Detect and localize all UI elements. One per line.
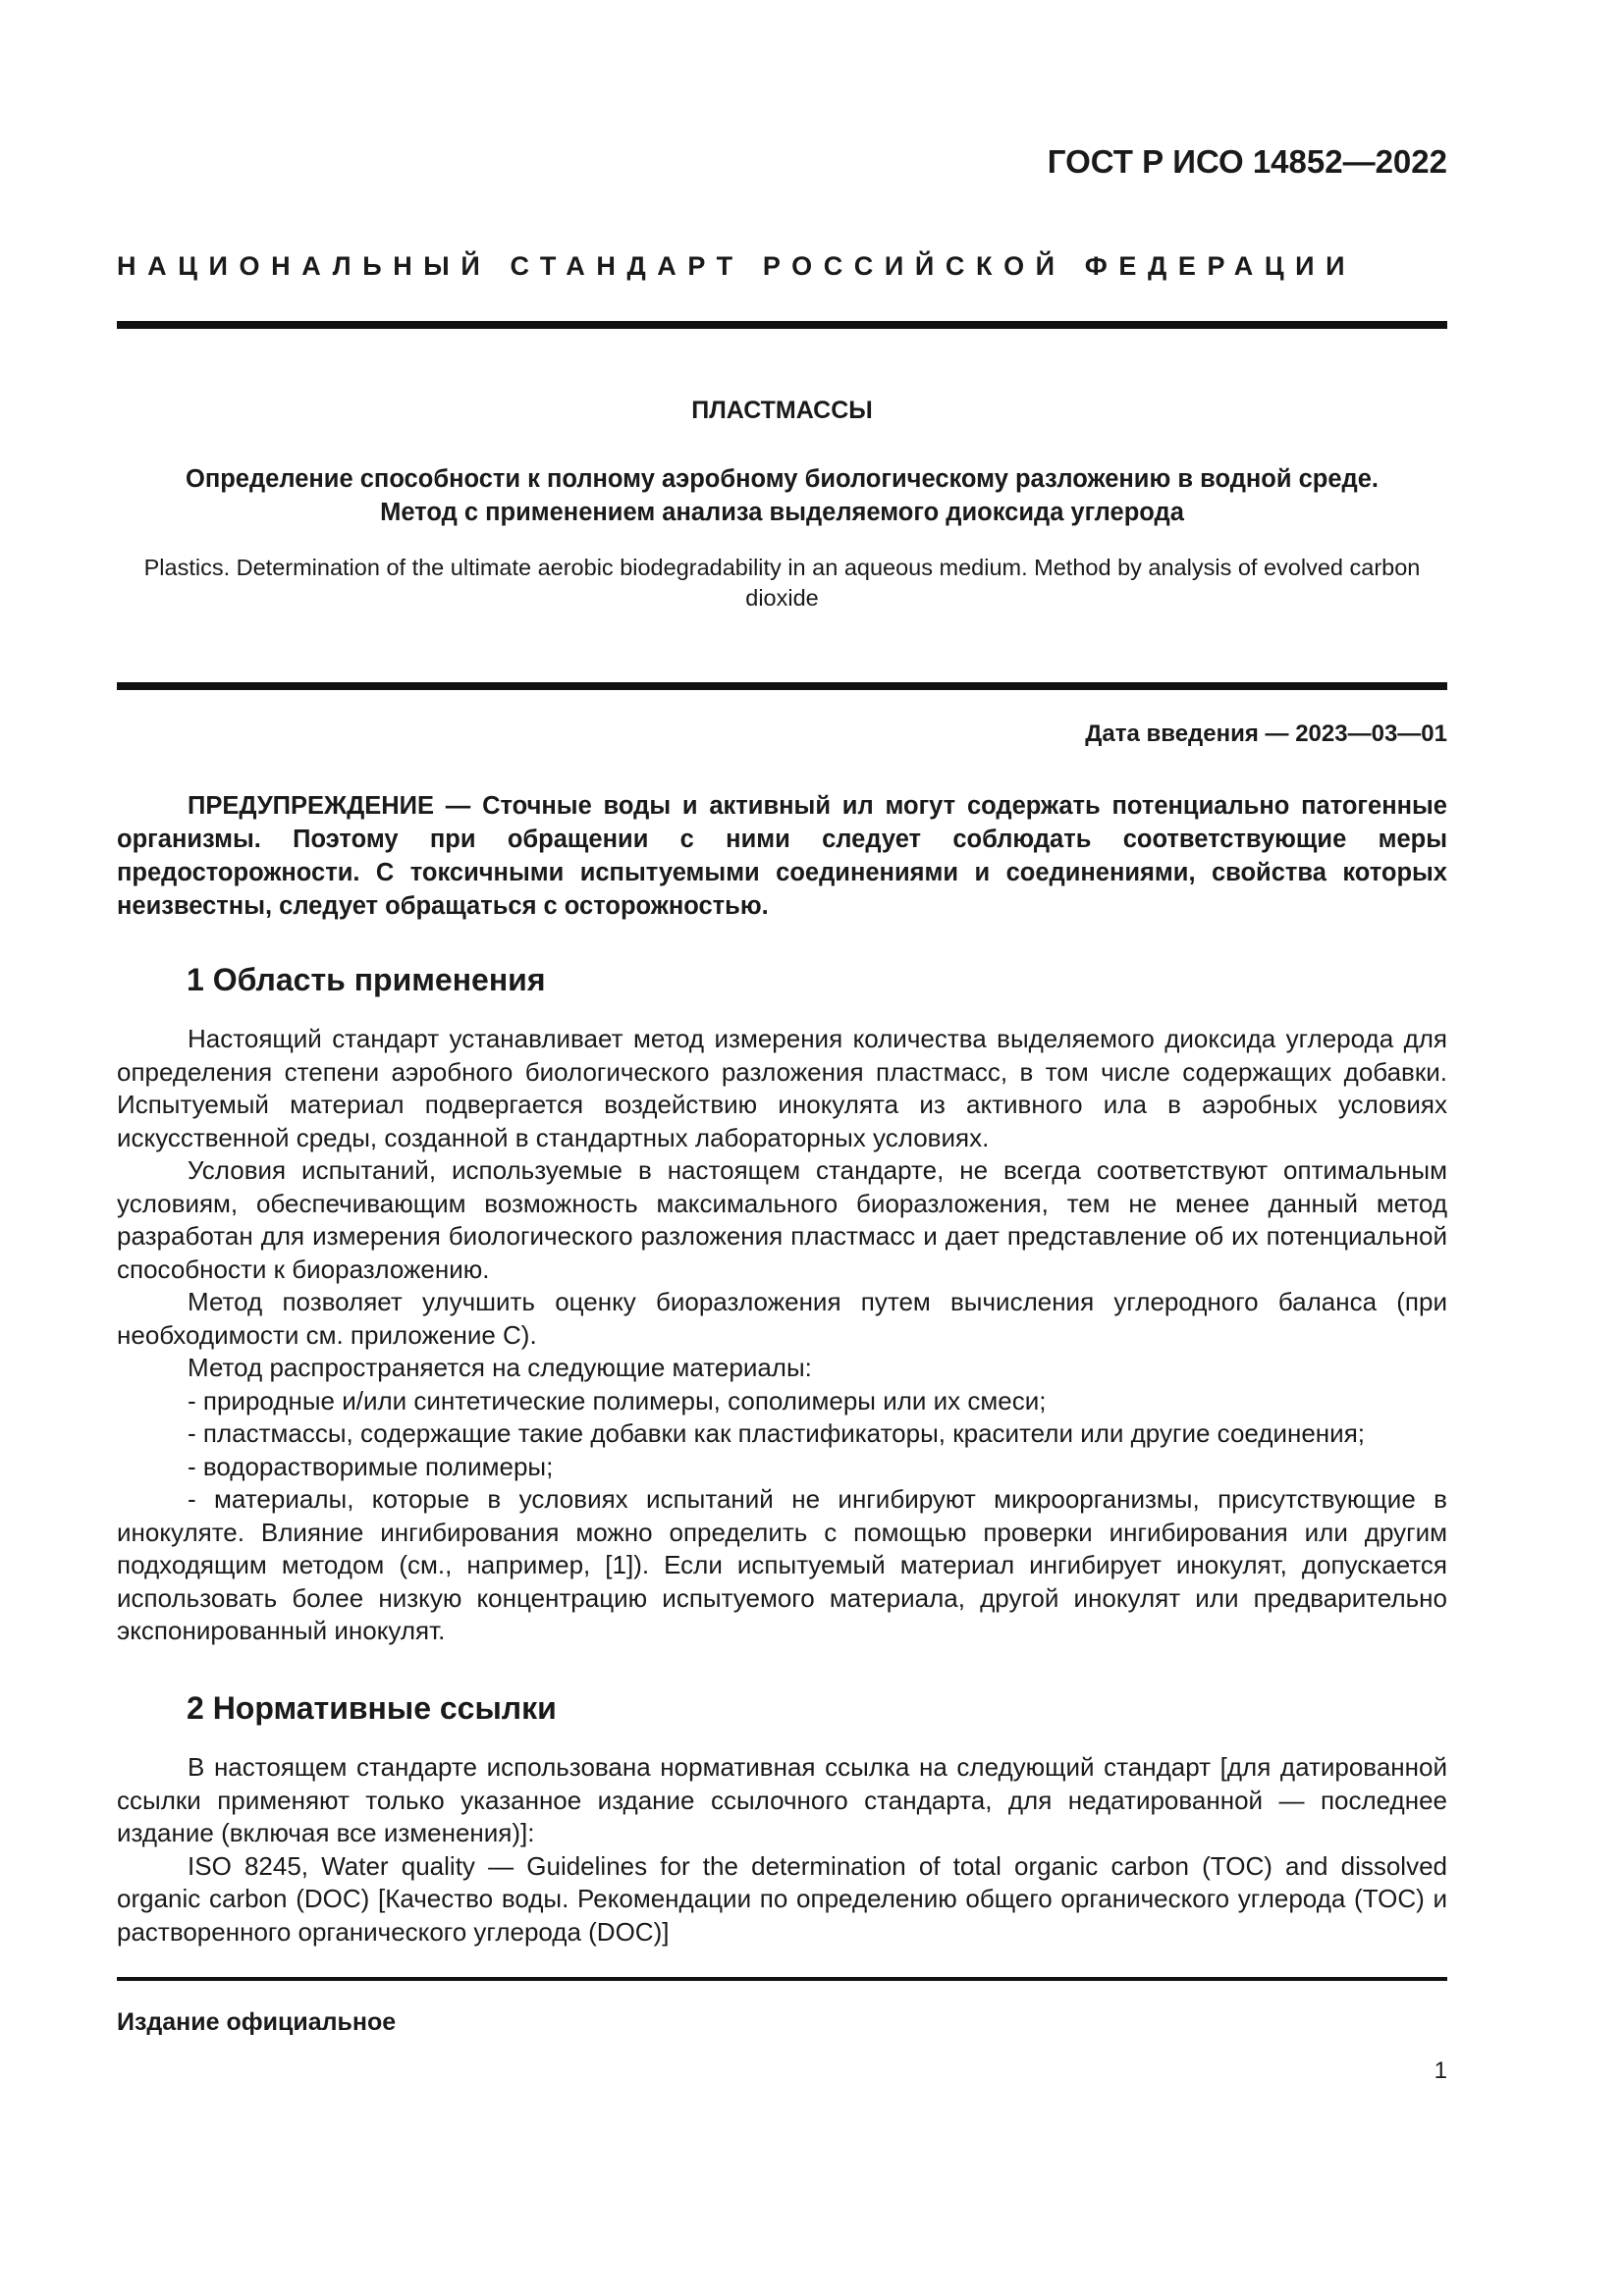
header-rule [117,321,1447,329]
footer-rule [117,1977,1447,1981]
subtitle-line-1: Определение способности к полному аэробному биологическому разложению в водной среде. [185,465,1380,493]
warning-text: ПРЕДУПРЕЖДЕНИЕ — Сточные воды и активный ил могут содержать потенциально патогенные организмы. Поэтому при обращении с ними следует соблюдать соответствующие меры предосторожности. С токсичными испытуемыми соединениями и соединениями, свойства которых неизвестны, следует обращаться с осторожностью. [117,792,1447,920]
national-standard-banner: НАЦИОНАЛЬНЫЙ СТАНДАРТ РОССИЙСКОЙ ФЕДЕРАЦИИ [117,251,1357,281]
introduction-date: Дата введения — 2023—03—01 [1085,721,1447,747]
section-1-heading: 1 Область применения [187,962,546,997]
list-item: - пластмассы, содержащие такие добавки как пластификаторы, красители или другие соединения; [188,1418,1365,1448]
warning-block [117,789,1447,923]
section-2-body [117,1751,1447,1949]
paragraph: Условия испытаний, используемые в настоящем стандарте, не всегда соответствуют оптимальным условиям, обеспечивающим возможность максимального биоразложения, тем не менее данный метод разработан для измерения биологического разложения пластмасс и дает представление об их потенциальной способности к биоразложению. [117,1155,1447,1284]
list-item: - водорастворимые полимеры; [188,1451,554,1481]
page-number: 1 [1434,2057,1447,2084]
standard-code: ГОСТ Р ИСО 14852—2022 [1047,143,1447,180]
paragraph: Настоящий стандарт устанавливает метод измерения количества выделяемого диоксида углерода для определения степени аэробного биологического разложения пластмасс, в том числе содержащих добавки. Испытуемый материал подвергается воздействию инокулята из активного ила в аэробных условиях искусственной среды, созданной в стандартных лабораторных условиях. [117,1024,1447,1152]
paragraph: Метод позволяет улучшить оценку биоразложения путем вычисления углеродного баланса (при необходимости см. приложение С). [117,1287,1447,1350]
document-title: ПЛАСТМАССЫ [691,397,873,424]
english-title: Plastics. Determination of the ultimate aerobic biodegradability in an aqueous medium. Method by analysis of evolved carbon dioxide [143,555,1421,611]
paragraph: Метод распространяется на следующие материалы: [188,1353,812,1382]
paragraph: В настоящем стандарте использована нормативная ссылка на следующий стандарт [для датированной ссылки применяют только указанное издание ссылочного стандарта, для недатированной — последнее издание (включая все изменения)]: [117,1752,1447,1847]
list-item: - природные и/или синтетические полимеры, сополимеры или их смеси; [188,1385,1047,1415]
section-2-heading: 2 Нормативные ссылки [187,1690,557,1726]
official-edition-label: Издание официальное [117,2008,397,2036]
document-subtitle [117,462,1447,529]
section-1-body [117,1023,1447,1648]
list-item: - материалы, которые в условиях испытаний не ингибируют микроорганизмы, присутствующие в инокуляте. Влияние ингибирования можно определить с помощью проверки ингибирования или другим подходящим методом (см., например, [1]). Если испытуемый материал ингибирует инокулят, допускается использовать более низкую концентрацию испытуемого материала, другой инокулят или предварительно экспонированный инокулят. [117,1484,1447,1645]
subtitle-line-2: Метод с применением анализа выделяемого диоксида углерода [380,499,1184,526]
paragraph: ISO 8245, Water quality — Guidelines for the determination of total organic carbon (TOC) and dissolved organic carbon (DOC) [Качество воды. Рекомендации по определению общего органического углерода (TOC) и растворенного органического углерода (DOC)] [117,1850,1447,1947]
title-rule [117,682,1447,690]
